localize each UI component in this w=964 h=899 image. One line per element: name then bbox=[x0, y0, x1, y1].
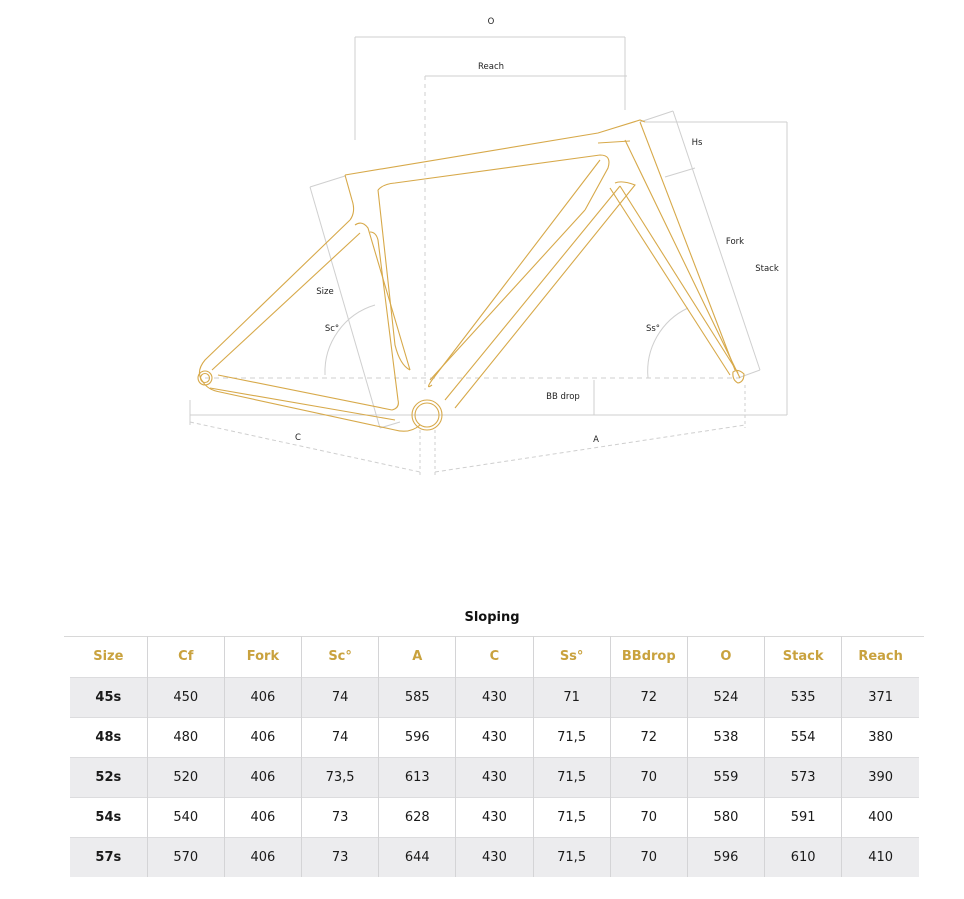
table-cell: 406 bbox=[224, 758, 301, 798]
table-row bbox=[70, 718, 919, 758]
size-cell: 48s bbox=[70, 718, 147, 758]
table-cell: 573 bbox=[765, 758, 842, 798]
dim-label-fork: Fork bbox=[725, 237, 745, 247]
table-title: Sloping bbox=[464, 610, 520, 625]
table-cell: 430 bbox=[456, 838, 533, 878]
column-header: A bbox=[379, 636, 456, 678]
table-cell: 400 bbox=[868, 810, 894, 825]
table-cell: 480 bbox=[147, 718, 224, 758]
geometry-table-container bbox=[64, 636, 919, 877]
table-cell: 390 bbox=[842, 758, 919, 798]
table-cell: 628 bbox=[379, 798, 456, 838]
table-cell: 406 bbox=[224, 798, 301, 838]
table-cell: 610 bbox=[765, 838, 842, 878]
table-row bbox=[70, 798, 919, 838]
table-cell: 71 bbox=[533, 678, 610, 718]
table-cell: 554 bbox=[765, 718, 842, 758]
table-cell: 73 bbox=[302, 838, 379, 878]
table-cell: 406 bbox=[224, 838, 301, 878]
table-cell: 71,5 bbox=[533, 758, 610, 798]
column-header: Stack bbox=[765, 636, 842, 678]
table-cell: 74 bbox=[302, 718, 379, 758]
dim-label-stack: Stack bbox=[755, 264, 779, 274]
dim-label-ss-angle: Ss° bbox=[645, 324, 661, 334]
column-header: Reach bbox=[858, 649, 903, 664]
table-row bbox=[70, 838, 919, 878]
table-cell: 596 bbox=[687, 838, 764, 878]
table-cell: 580 bbox=[687, 798, 764, 838]
table-cell: 70 bbox=[610, 838, 687, 878]
column-header: Sc° bbox=[302, 636, 379, 678]
table-cell: 596 bbox=[379, 718, 456, 758]
table-header-row bbox=[70, 636, 919, 678]
table-cell: 72 bbox=[610, 678, 687, 718]
table-cell: 73,5 bbox=[302, 758, 379, 798]
table-cell: 430 bbox=[456, 718, 533, 758]
dim-label-size: Size bbox=[316, 287, 334, 297]
table-cell: 71,5 bbox=[533, 798, 610, 838]
table-cell: 559 bbox=[687, 758, 764, 798]
table-row bbox=[70, 678, 919, 718]
table-cell: 406 bbox=[224, 718, 301, 758]
table-cell: 71,5 bbox=[533, 718, 610, 758]
table-cell: 380 bbox=[868, 730, 894, 745]
table-cell: 450 bbox=[147, 678, 224, 718]
table-cell: 70 bbox=[610, 798, 687, 838]
table-cell: 613 bbox=[379, 758, 456, 798]
size-cell: 52s bbox=[70, 758, 147, 798]
table-cell: 430 bbox=[456, 798, 533, 838]
size-cell: 45s bbox=[70, 678, 147, 718]
table-cell: 410 bbox=[842, 838, 919, 878]
table-cell: 538 bbox=[687, 718, 764, 758]
table-cell: 71,5 bbox=[533, 838, 610, 878]
dim-label-sc-angle: Sc° bbox=[324, 324, 340, 334]
size-cell: 54s bbox=[70, 798, 147, 838]
table-cell: 371 bbox=[842, 678, 919, 718]
column-header: BBdrop bbox=[610, 636, 687, 678]
column-header: Fork bbox=[224, 636, 301, 678]
dim-label-a: A bbox=[593, 435, 599, 445]
table-cell: 430 bbox=[456, 758, 533, 798]
table-cell: 585 bbox=[379, 678, 456, 718]
table-cell: 406 bbox=[224, 678, 301, 718]
size-cell: 57s bbox=[70, 838, 147, 878]
table-cell: 73 bbox=[302, 798, 379, 838]
table-cell: 524 bbox=[687, 678, 764, 718]
table-cell: 644 bbox=[379, 838, 456, 878]
table-cell: 430 bbox=[456, 678, 533, 718]
table-cell: 70 bbox=[610, 758, 687, 798]
dim-label-hs: Hs bbox=[691, 138, 703, 148]
table-row bbox=[70, 758, 919, 798]
column-header: Cf bbox=[147, 636, 224, 678]
table-cell: 570 bbox=[147, 838, 224, 878]
table-cell: 520 bbox=[147, 758, 224, 798]
dim-label-bb-drop: BB drop bbox=[546, 392, 580, 402]
column-header: Ss° bbox=[533, 636, 610, 678]
table-cell: 540 bbox=[147, 798, 224, 838]
dim-label-c: C bbox=[295, 433, 301, 443]
table-cell: 72 bbox=[610, 718, 687, 758]
table-cell: 74 bbox=[302, 678, 379, 718]
column-header: Size bbox=[70, 636, 147, 678]
column-header: C bbox=[456, 636, 533, 678]
table-cell: 535 bbox=[765, 678, 842, 718]
column-header: O bbox=[687, 636, 764, 678]
dim-label-o: O bbox=[487, 17, 495, 27]
geometry-table bbox=[70, 636, 919, 877]
dim-label-reach: Reach bbox=[477, 62, 505, 72]
table-cell: 591 bbox=[765, 798, 842, 838]
